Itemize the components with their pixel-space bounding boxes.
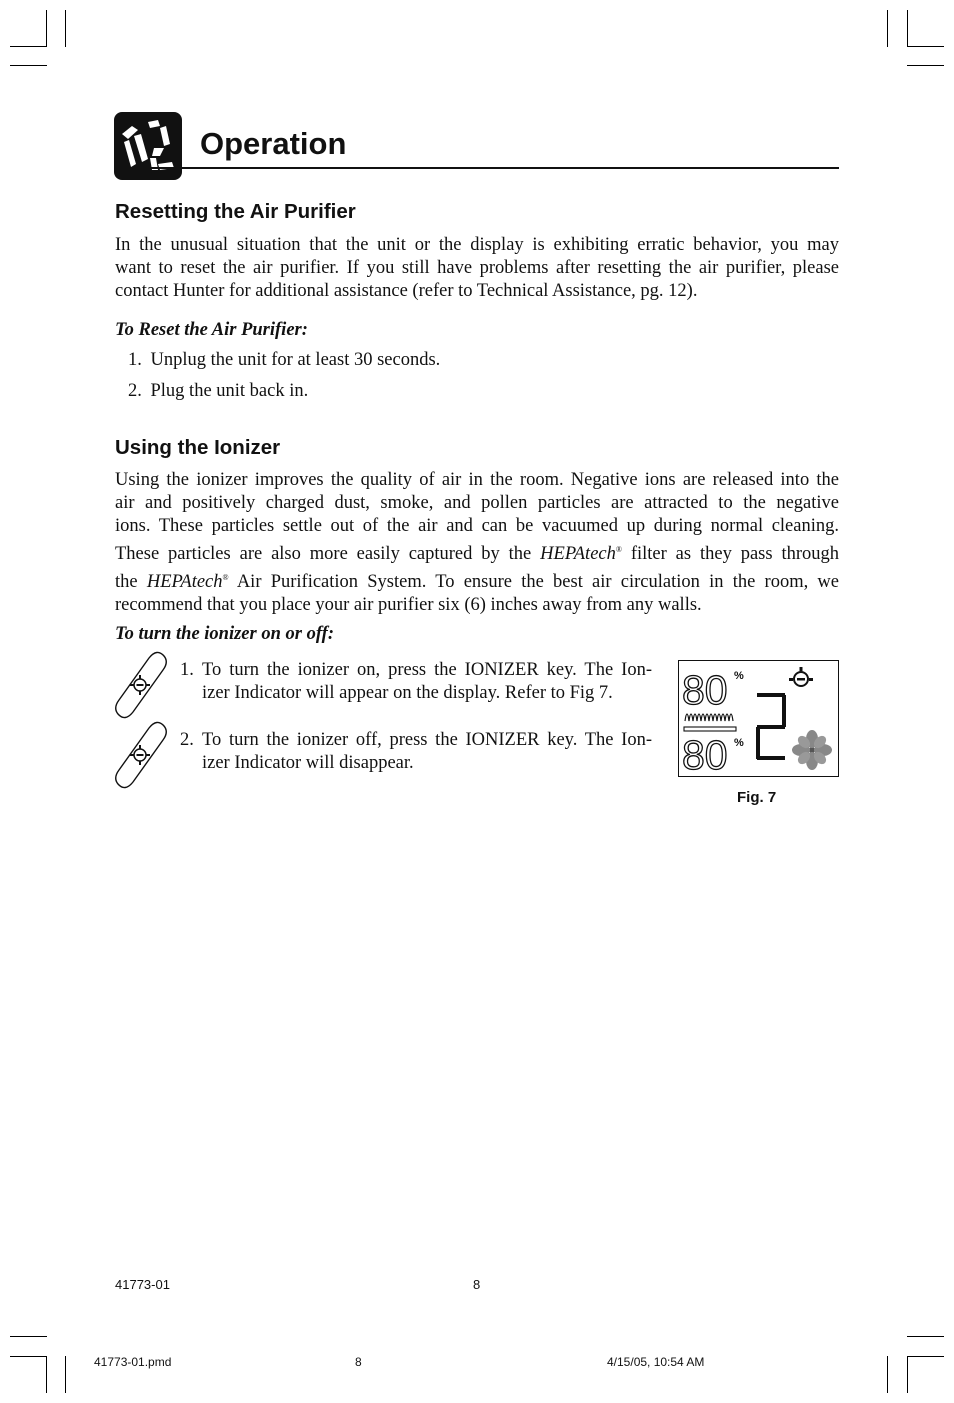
title-rule bbox=[115, 167, 839, 169]
ionizer-paragraph bbox=[115, 469, 839, 617]
step-line: To turn the ionizer off, press the IONIZER key. The Ion- bbox=[202, 730, 652, 750]
crop-mark bbox=[10, 1356, 47, 1357]
paragraph-line: air and positively charged dust, smoke, and pollen particles are attracted to the negative bbox=[115, 493, 839, 513]
figure-caption: Fig. 7 bbox=[737, 789, 777, 806]
crop-mark bbox=[65, 1356, 66, 1393]
reset-heading: Resetting the Air Purifier bbox=[115, 200, 356, 223]
lcd-display-figure bbox=[678, 660, 839, 777]
step-line: izer Indicator will appear on the display. Refer to Fig 7. bbox=[202, 683, 613, 703]
slug-file: 41773-01.pmd bbox=[94, 1355, 172, 1369]
paragraph-line: Using the ionizer improves the quality of air in the room. Negative ions are released into the bbox=[115, 470, 839, 490]
ionizer-indicator-icon bbox=[789, 667, 813, 686]
crop-mark bbox=[65, 10, 66, 47]
crop-mark bbox=[907, 1336, 944, 1337]
crop-mark bbox=[907, 65, 944, 66]
bottom-reading: 80 bbox=[682, 732, 728, 776]
step-line: To turn the ionizer on, press the IONIZER key. The Ion- bbox=[202, 660, 652, 680]
paragraph-line: These particles are also more easily captured by the HEPAtech® filter as they pass through bbox=[115, 544, 840, 565]
list-text: Unplug the unit for at least 30 seconds. bbox=[150, 350, 441, 370]
percent-unit: % bbox=[734, 737, 744, 749]
list-item bbox=[128, 381, 308, 402]
paragraph-line: want to reset the air purifier. If you still have problems after resetting the air purifier, please bbox=[115, 258, 839, 278]
paragraph-line: contact Hunter for additional assistance (refer to Technical Assistance, pg. 12). bbox=[115, 281, 698, 301]
ionizer-subheading: To turn the ionizer on or off: bbox=[115, 624, 334, 644]
paragraph-line: recommend that you place your air purifier six (6) inches away from any walls. bbox=[115, 595, 702, 616]
list-item bbox=[128, 350, 440, 371]
crop-mark bbox=[46, 1356, 47, 1393]
ionizer-key-icon bbox=[113, 650, 169, 725]
page-number: 8 bbox=[473, 1277, 481, 1292]
paragraph-line: ions. These particles settle out of the air and can be vacuumed up during normal cleaning. bbox=[115, 516, 839, 536]
list-number: 1. bbox=[180, 660, 194, 680]
paragraph-line: the HEPAtech® Air Purification System. To ensure the best air circulation in the room, we bbox=[115, 572, 839, 593]
reset-paragraph bbox=[115, 234, 839, 303]
crop-mark bbox=[887, 1356, 888, 1393]
crop-mark bbox=[907, 10, 908, 47]
crop-mark bbox=[10, 65, 47, 66]
filter-indicator-icon bbox=[684, 714, 736, 731]
crop-mark bbox=[887, 10, 888, 47]
speed-digit bbox=[756, 693, 786, 760]
ionizer-key-icon bbox=[113, 720, 169, 795]
crop-mark bbox=[907, 46, 944, 47]
top-reading: 80 bbox=[682, 667, 728, 713]
brand-name: HEPAtech bbox=[146, 572, 223, 593]
crop-mark bbox=[907, 1356, 944, 1357]
list-number: 2. bbox=[128, 381, 142, 401]
crop-mark bbox=[46, 10, 47, 47]
crop-mark bbox=[10, 1336, 47, 1337]
fan-icon bbox=[792, 730, 832, 770]
list-number: 2. bbox=[180, 730, 194, 750]
crop-mark bbox=[10, 46, 47, 47]
doc-number: 41773-01 bbox=[115, 1277, 170, 1292]
crop-mark bbox=[907, 1356, 908, 1393]
clock-reset-icon bbox=[114, 112, 182, 180]
list-number: 1. bbox=[128, 350, 142, 370]
step-line: izer Indicator will disappear. bbox=[202, 753, 414, 773]
ionizer-heading: Using the Ionizer bbox=[115, 436, 281, 459]
list-text: Plug the unit back in. bbox=[150, 381, 309, 401]
paragraph-line: In the unusual situation that the unit or the display is exhibiting erratic behavior, you may bbox=[115, 235, 839, 255]
slug-page: 8 bbox=[355, 1355, 362, 1369]
slug-timestamp: 4/15/05, 10:54 AM bbox=[607, 1355, 705, 1369]
reset-subheading: To Reset the Air Purifier: bbox=[115, 320, 308, 340]
percent-unit: % bbox=[734, 670, 744, 682]
page-title: Operation bbox=[200, 126, 347, 161]
brand-name: HEPAtech bbox=[540, 544, 616, 565]
